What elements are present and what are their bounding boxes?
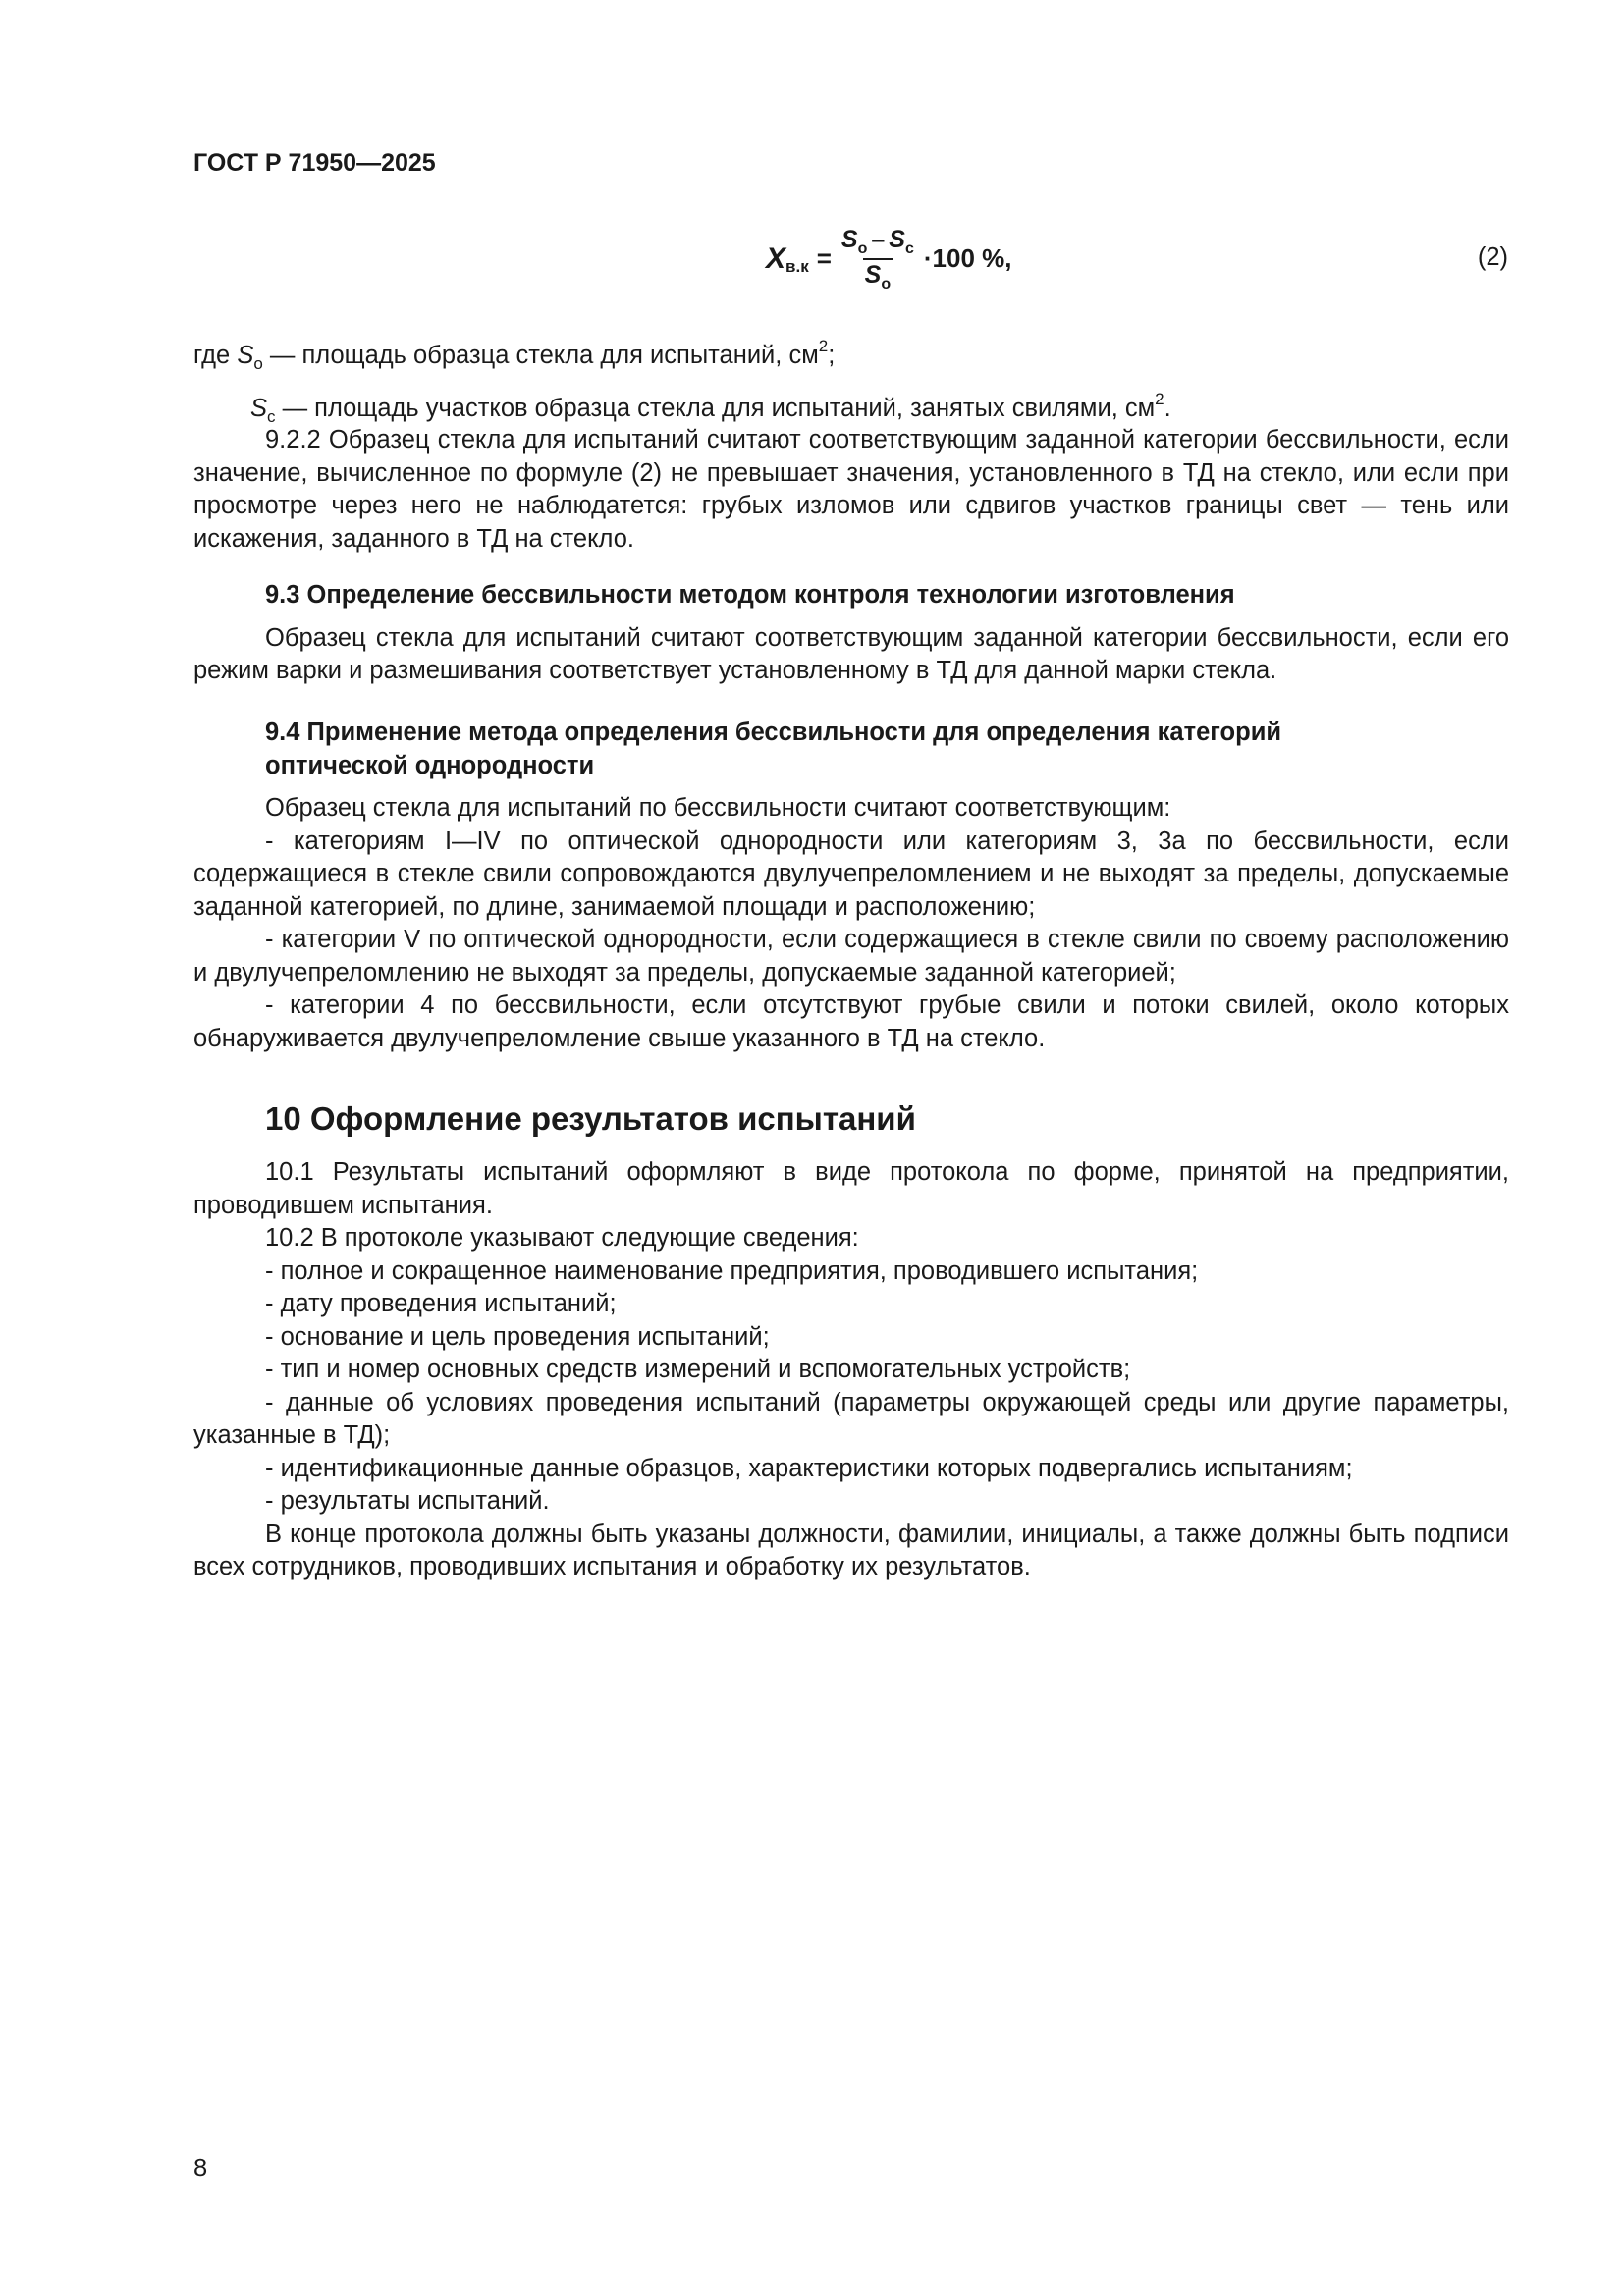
list-item: - результаты испытаний.: [265, 1487, 550, 1515]
formula-numerator: $S_o - S_c$: [840, 226, 914, 257]
section-10: [193, 1099, 1509, 1584]
section-9-4-title-line2: оптической однородности: [265, 751, 595, 779]
paragraph-10-2: 10.2 В протоколе указывают следующие сведения:: [265, 1224, 859, 1252]
paragraph-10-1: 10.1 Результаты испытаний оформляют в виде протокола по форме, принятой на предприятии, проводившем испытания.: [193, 1158, 1509, 1219]
document-header: ГОСТ Р 71950—2025: [193, 149, 436, 177]
list-item: - основание и цель проведения испытаний;: [265, 1322, 770, 1351]
formula-expression: [766, 222, 1011, 296]
section-9-3: [193, 579, 1509, 688]
section-10-title: 10 Оформление результатов испытаний: [265, 1100, 916, 1137]
list-item: - тип и номер основных средств измерений и вспомогательных устройств;: [265, 1356, 1131, 1383]
page-number: 8: [193, 2155, 208, 2182]
formula-fraction: [839, 225, 916, 294]
formula-tail: ·100 %,: [923, 243, 1012, 274]
list-item: - дату проведения испытаний;: [265, 1290, 617, 1317]
formula-lhs: X: [766, 242, 786, 276]
section-9-3-title: 9.3 Определение бессвильности методом контроля технологии изготовления: [265, 581, 1235, 609]
formula-denominator: $S_o$: [863, 258, 893, 294]
closing-paragraph: В конце протокола должны быть указаны должности, фамилии, инициалы, а также должны быть подписи всех сотрудников, проводивших испытания и обработку их результатов.: [193, 1520, 1509, 1580]
legend-prefix: где: [193, 342, 231, 369]
list-item: - категории 4 по бессвильности, если отсутствуют грубые свили и потоки свилей, около которых обнаруживается двулучепреломление свыше указанного в ТД на стекло.: [193, 991, 1509, 1052]
section-9-4-title-line1: 9.4 Применение метода определения бессвильности для определения категорий: [265, 719, 1282, 746]
section-9-4: [193, 717, 1509, 1055]
paragraph-9-2-2: 9.2.2 Образец стекла для испытаний считают соответствующим заданной категории бессвильности, если значение, вычисленное по формуле (2) не превышает значения, установленного в ТД на стекло, или если при просмотре через него не наблюдатется: грубых изломов или сдвигов участков границы свет — тень или искажения, заданного в ТД на стекло.: [193, 426, 1509, 553]
section-9-4-intro: Образец стекла для испытаний по бессвильности считают соответствующим:: [265, 794, 1171, 822]
list-item: - данные об условиях проведения испытаний (параметры окружающей среды или другие параметры, указанные в ТД);: [193, 1388, 1509, 1449]
list-item: - категории V по оптической однородности, если содержащиеся в стекле свили по своему расположению и двулучепреломлению не выходят за пределы, допускаемые заданной категорией;: [193, 926, 1509, 987]
formula-2: [0, 222, 1624, 296]
formula-number: (2): [1477, 243, 1508, 271]
list-item: - идентификационные данные образцов, характеристики которых подвергались испытаниям;: [265, 1454, 1353, 1482]
formula-lhs-subscript: в.к: [785, 257, 809, 277]
formula-equals: =: [816, 243, 832, 274]
section-9-3-text: Образец стекла для испытаний считают соответствующим заданной категории бессвильности, если его режим варки и размешивания соответствует установленному в ТД для данной марки стекла.: [193, 623, 1509, 684]
formula-legend: где $S_o$ — площадь образца стекла для испытаний, $см^2$; $S_c$ — площадь участков образца стекла для испытаний, занятых свилями, $см^2$.: [193, 337, 1171, 426]
list-item: - категориям I—IV по оптической однородности или категориям 3, 3а по бессвильности, если содержащиеся в стекле свили сопровождаются двулучепреломлением и не выходят за пределы, допускаемые заданной категорией, по длине, занимаемой площади и расположению;: [193, 827, 1509, 921]
list-item: - полное и сокращенное наименование предприятия, проводившего испытания;: [265, 1256, 1199, 1285]
